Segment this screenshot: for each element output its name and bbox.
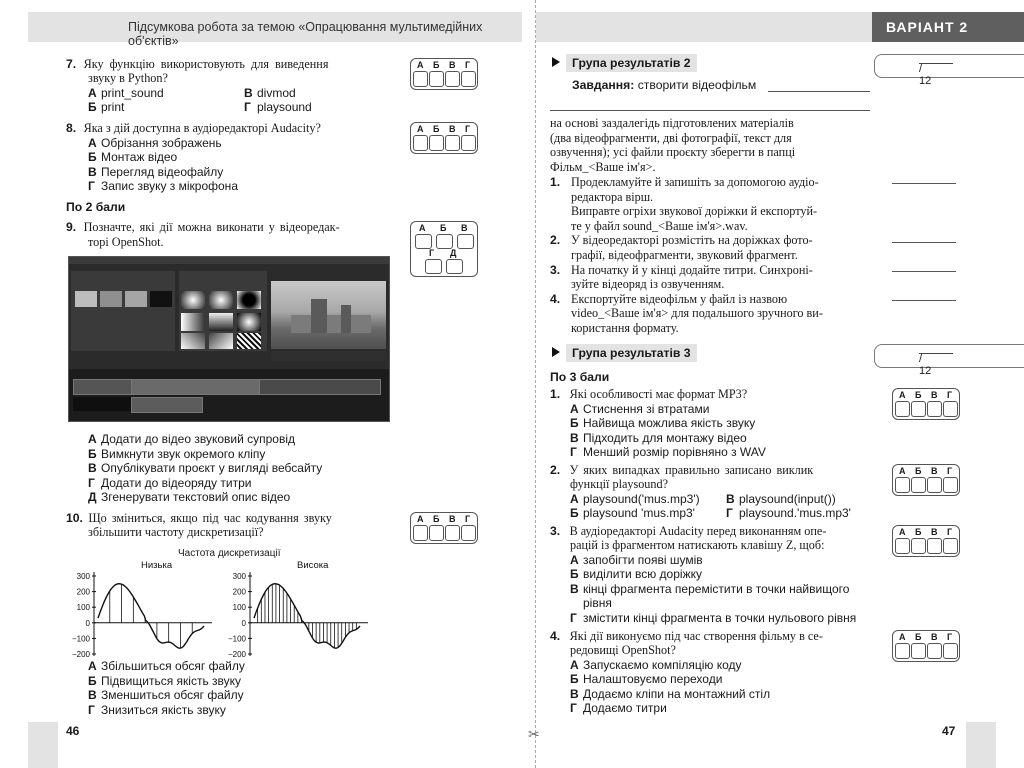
answer-cell[interactable] <box>425 259 442 274</box>
openshot-screenshot <box>68 256 390 422</box>
group-2-heading <box>552 56 697 70</box>
question-8 <box>66 121 321 136</box>
y-tick-label: 0 <box>241 618 246 628</box>
step-number: 2. <box>550 233 561 248</box>
variant-label: ВАРІАНТ 2 <box>886 19 969 35</box>
answer-cell[interactable] <box>413 525 428 541</box>
answer-box-q9[interactable] <box>410 221 478 277</box>
question-text-cont: торі OpenShot. <box>88 235 164 249</box>
option-a[interactable]: А playsound('mus.mp3') <box>570 492 700 506</box>
right-header <box>536 12 872 42</box>
answer-cell[interactable] <box>429 71 444 87</box>
step-line: графії, відеофрагменти, звуковий фрагмент. <box>571 248 798 262</box>
answer-cell[interactable] <box>911 643 926 659</box>
answer-letter: Г <box>465 514 471 524</box>
chart-high <box>220 558 370 658</box>
score-max: / 12 <box>919 63 932 87</box>
answer-cell[interactable] <box>445 525 460 541</box>
answer-letter: Б <box>433 124 440 134</box>
answer-box-g3-q3[interactable] <box>892 525 960 557</box>
section-heading: По 2 бали <box>66 200 126 214</box>
y-tick-label: 100 <box>76 603 90 613</box>
question-text: Позначте, які дії можна виконати у відеоредак- <box>83 220 340 234</box>
answer-letter: А <box>899 390 906 400</box>
task-line <box>572 78 756 93</box>
step-line: користання формату. <box>571 321 679 335</box>
step-score-3[interactable] <box>892 271 956 272</box>
answer-cell[interactable] <box>895 477 910 493</box>
step-line: На початку й у кінці додайте титри. Синхроні- <box>571 262 813 277</box>
answer-letter: А <box>899 466 906 476</box>
question-number: 8. <box>66 121 77 135</box>
answer-cell[interactable] <box>895 538 910 554</box>
answer-letter: В <box>461 223 468 233</box>
triangle-icon <box>552 347 560 357</box>
triangle-icon <box>552 57 560 67</box>
option-c[interactable]: В playsound(input()) <box>726 492 836 506</box>
intro-line: Фільм_<Ваше ім'я>. <box>550 159 656 174</box>
answer-letter: Б <box>915 390 922 400</box>
question-10 <box>66 511 388 526</box>
y-tick-label: 0 <box>85 618 90 628</box>
option-a[interactable]: А print_sound <box>88 86 164 100</box>
answer-cell[interactable] <box>413 135 428 151</box>
option-c[interactable]: В Перегляд відеофайлу <box>88 165 224 179</box>
header-title: Підсумкова робота за темою «Опрацювання мультимедійних об'єктів» <box>128 20 483 48</box>
option-b[interactable]: Б Налаштовуємо переходи <box>570 672 723 686</box>
intro-line: (два відеофрагменти, дві фотографії, текст для <box>550 130 792 145</box>
answer-box-q8[interactable] <box>410 122 478 154</box>
answer-cell[interactable] <box>461 71 476 87</box>
chart-low <box>64 558 214 658</box>
step-line: Експортуйте відеофільм у файл із назвою <box>571 291 788 306</box>
step-line: Виправте огріхи звукової доріжки й експортуй- <box>571 204 818 219</box>
page-number-bg <box>966 722 996 768</box>
option-c[interactable]: В Додаємо кліпи на монтажний стіл <box>570 687 771 701</box>
g3-question-1: 1. Які особливості має формат MP3? <box>550 387 748 401</box>
step-line: У відеоредакторі розмістіть на доріжках фото- <box>571 233 813 248</box>
answer-cell[interactable] <box>461 525 476 541</box>
question-text: Що зміниться, якщо під час кодування звуку <box>88 511 332 525</box>
answer-letter: А <box>899 527 906 537</box>
answer-letter: А <box>417 60 424 70</box>
answer-cell[interactable] <box>943 643 958 659</box>
page-number-bg <box>28 722 58 768</box>
page-number-right: 47 <box>942 724 956 738</box>
answer-cell[interactable] <box>911 401 926 417</box>
question-text: Яка з дій доступна в аудіоредакторі Audacity? <box>83 121 321 135</box>
variant-badge <box>872 12 1024 42</box>
option-a[interactable]: А Запускаємо компіляцію коду <box>570 658 742 672</box>
answer-letter: Б <box>915 632 922 642</box>
answer-letter: В <box>449 60 456 70</box>
fold-line <box>535 0 536 768</box>
answer-cell[interactable] <box>445 135 460 151</box>
option-d[interactable]: Г Запис звуку з мікрофона <box>88 179 238 193</box>
signal-curve <box>98 584 204 649</box>
answer-cell[interactable] <box>927 401 942 417</box>
group-label: Група результатів 3 <box>566 344 697 362</box>
answer-box-g3-q2[interactable] <box>892 464 960 496</box>
option-d[interactable]: Г playsound.'mus.mp3' <box>726 506 851 520</box>
option-b[interactable]: Б Найвища можлива якість звуку <box>570 416 756 430</box>
step-number: 3. <box>550 262 561 277</box>
answer-letter: Д <box>450 248 457 258</box>
answer-letter: В <box>931 527 938 537</box>
answer-letter: Г <box>465 60 471 70</box>
answer-cell[interactable] <box>895 401 910 417</box>
option-d[interactable]: Г Додаємо титри <box>570 701 667 715</box>
question-text: Яку функцію використовують для виведення <box>83 57 329 71</box>
option-b[interactable]: Б playsound 'mus.mp3' <box>570 506 695 520</box>
option-c[interactable]: В кінці фрагмента перемістити в точки найвищого <box>570 582 850 596</box>
answer-box-q10[interactable] <box>410 512 478 544</box>
option-b[interactable]: Б Підвищиться якість звуку <box>88 674 242 688</box>
step-line: video_<Ваше ім'я> для подальшого зручного ви- <box>571 306 823 321</box>
step-score-2[interactable] <box>892 242 956 243</box>
answer-letter: В <box>931 390 938 400</box>
answer-cell[interactable] <box>445 71 460 87</box>
answer-letter: Г <box>947 527 953 537</box>
answer-letter: Г <box>429 248 435 258</box>
answer-cell[interactable] <box>943 538 958 554</box>
task-label: Завдання: <box>572 78 635 92</box>
step-number: 4. <box>550 291 561 306</box>
y-tick-label: −200 <box>71 650 90 658</box>
answer-cell[interactable] <box>457 234 474 249</box>
answer-letter: А <box>419 223 426 233</box>
answer-letter: Г <box>465 124 471 134</box>
y-tick-label: −200 <box>227 650 246 658</box>
option-c[interactable]: В Опублікувати проєкт у вигляді вебсайту <box>88 461 323 475</box>
g3-question-3: 3. В аудіоредакторі Audacity перед виконанням опе- <box>550 524 827 538</box>
answer-cell[interactable] <box>446 259 463 274</box>
option-a[interactable]: А Стиснення зі втратами <box>570 402 710 416</box>
y-tick-label: 200 <box>232 587 246 597</box>
option-d[interactable]: Г змістити кінці фрагмента в точки нульового рівня <box>570 611 857 625</box>
answer-box-q7[interactable] <box>410 58 478 90</box>
option-b[interactable]: Б Вимкнути звук окремого кліпу <box>88 447 266 461</box>
option-c[interactable]: В Зменшиться обсяг файлу <box>88 688 244 702</box>
answer-letter: Г <box>947 632 953 642</box>
answer-letter: Б <box>440 223 447 233</box>
question-9 <box>66 220 388 235</box>
answer-cell[interactable] <box>927 477 942 493</box>
answer-letter: Г <box>947 390 953 400</box>
question-text-cont: звуку в Python? <box>88 71 168 85</box>
answer-cell[interactable] <box>429 135 444 151</box>
answer-cell[interactable] <box>461 135 476 151</box>
task-text: створити відеофільм <box>637 78 757 92</box>
option-d[interactable]: Г Менший розмір порівняно з WAV <box>570 445 766 459</box>
answer-cell[interactable] <box>943 401 958 417</box>
question-number: 7. <box>66 57 77 71</box>
intro-line: на основі заздалегідь підготовлених матеріалів <box>550 116 794 130</box>
answer-cell[interactable] <box>927 643 942 659</box>
page-number-left: 46 <box>66 724 80 738</box>
y-tick-label: −100 <box>227 634 246 644</box>
section-heading: По 3 бали <box>550 370 610 384</box>
step-score-1[interactable] <box>892 183 956 184</box>
option-e[interactable]: Д Згенерувати текстовий опис відео <box>88 490 291 504</box>
chart-title: Частота дискретизації <box>178 548 281 559</box>
answer-letter: В <box>449 124 456 134</box>
task-blank-2[interactable] <box>550 110 870 111</box>
answer-letter: В <box>931 632 938 642</box>
task-blank-1[interactable] <box>768 91 870 92</box>
step-line: зуйте відеоряд із озвученням. <box>571 277 725 292</box>
question-text-cont: функції playsound? <box>570 477 668 491</box>
answer-letter: А <box>417 514 424 524</box>
answer-letter: А <box>899 632 906 642</box>
scissors-icon: ✂ <box>528 726 540 742</box>
option-a[interactable]: А Збільшиться обсяг файлу <box>88 659 245 673</box>
answer-box-g3-q4[interactable] <box>892 630 960 662</box>
signal-curve <box>254 584 360 649</box>
step-line: Продекламуйте й запишіть за допомогою аудіо- <box>571 175 819 189</box>
option-a[interactable]: А Обрізання зображень <box>88 136 222 150</box>
option-a[interactable]: А Додати до відео звуковий супровід <box>88 432 296 446</box>
option-a[interactable]: А запобігти появі шумів <box>570 553 703 567</box>
g3-question-4: 4. Які дії виконуємо під час створення фільму в се- <box>550 629 823 643</box>
answer-cell[interactable] <box>911 477 926 493</box>
option-d[interactable]: Г Знизиться якість звуку <box>88 703 226 717</box>
question-text-cont: збільшити частоту дискретизації? <box>88 525 264 539</box>
left-header <box>28 12 522 48</box>
answer-cell[interactable] <box>415 234 432 249</box>
answer-cell[interactable] <box>895 643 910 659</box>
answer-cell[interactable] <box>436 234 453 249</box>
answer-letter: В <box>449 514 456 524</box>
option-d[interactable]: Г playsound <box>244 100 312 114</box>
answer-cell[interactable] <box>413 71 428 87</box>
answer-letter: Б <box>433 60 440 70</box>
option-b[interactable]: Б print <box>88 100 125 114</box>
g3-question-2: 2. У яких випадках правильно записано виклик <box>550 463 814 477</box>
score-box-group-2[interactable] <box>874 54 1024 87</box>
answer-letter: Б <box>915 466 922 476</box>
option-c-cont: рівня <box>583 596 612 610</box>
option-b[interactable]: Б Монтаж відео <box>88 150 178 164</box>
y-tick-label: 300 <box>232 572 246 581</box>
answer-cell[interactable] <box>927 538 942 554</box>
y-tick-label: −100 <box>71 634 90 644</box>
y-tick-label: 200 <box>76 587 90 597</box>
chart-series-title: Низька <box>141 560 173 571</box>
option-b[interactable]: Б виділити всю доріжку <box>570 567 702 581</box>
group-3-heading <box>552 346 697 360</box>
answer-cell[interactable] <box>429 525 444 541</box>
step-line: те у файл sound_<Ваше ім'я>.wav. <box>571 218 748 233</box>
group-label: Група результатів 2 <box>566 54 697 72</box>
score-max: / 12 <box>919 353 932 377</box>
answer-letter: В <box>931 466 938 476</box>
answer-letter: Г <box>947 466 953 476</box>
step-score-4[interactable] <box>892 300 956 301</box>
y-tick-label: 300 <box>76 572 90 581</box>
step-number: 1. <box>550 175 561 189</box>
question-text-cont: редовищі OpenShot? <box>570 643 676 657</box>
answer-letter: А <box>417 124 424 134</box>
answer-cell[interactable] <box>911 538 926 554</box>
answer-letter: Б <box>433 514 440 524</box>
question-number: 10. <box>66 511 83 525</box>
option-c[interactable]: В Підходить для монтажу відео <box>570 431 747 445</box>
answer-box-g3-q1[interactable] <box>892 388 960 420</box>
y-tick-label: 100 <box>232 603 246 613</box>
option-c[interactable]: В divmod <box>244 86 296 100</box>
score-box-group-3[interactable] <box>874 344 1024 377</box>
answer-cell[interactable] <box>943 477 958 493</box>
question-7 <box>66 57 388 72</box>
question-text-cont: рацій із фрагментом натискають клавішу Z, щоб: <box>570 538 825 552</box>
answer-letter: Б <box>915 527 922 537</box>
step-line: редактора вірш. <box>571 189 654 204</box>
question-number: 9. <box>66 220 77 234</box>
option-d[interactable]: Г Додати до відеоряду титри <box>88 476 252 490</box>
intro-line: озвучення); усі файли проєкту зберегти в папці <box>550 145 796 160</box>
chart-series-title: Висока <box>297 560 329 571</box>
